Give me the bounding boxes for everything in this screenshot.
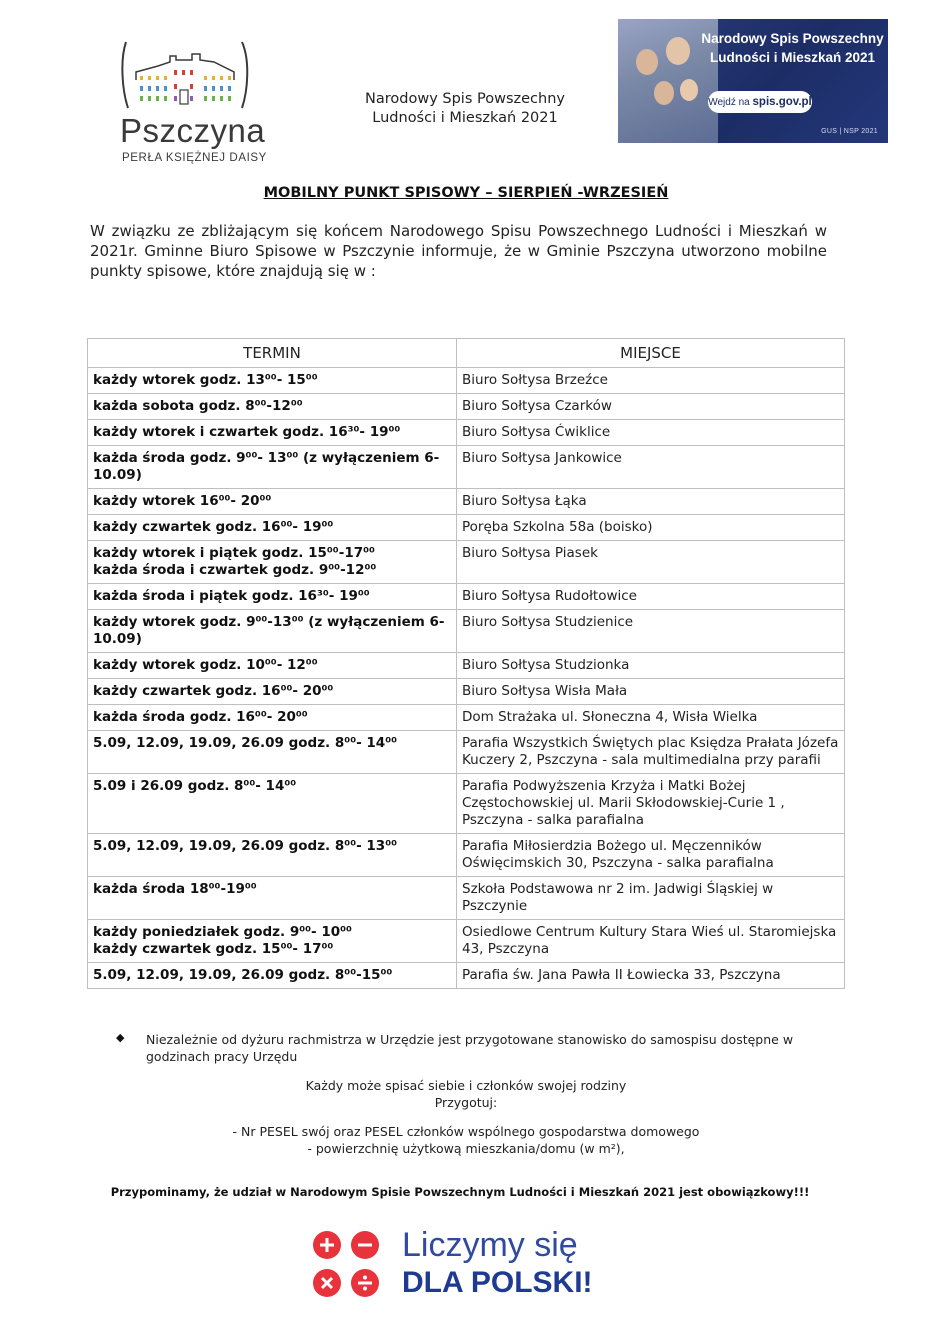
- termin-cell: [88, 515, 457, 541]
- termin-text: każdy wtorek godz. 9⁰⁰-13⁰⁰ (z wyłączeniem 6-10.09): [93, 614, 445, 647]
- termin-text: każdy poniedziałek godz. 9⁰⁰- 10⁰⁰: [93, 924, 352, 940]
- footer-slogan-line1: Liczymy się: [402, 1226, 578, 1264]
- table-row: [88, 368, 845, 394]
- mandatory-reminder: Przypominamy, że udział w Narodowym Spisie Powszechnym Ludności i Mieszkań 2021 jest obowiązkowy!!!: [110, 1185, 810, 1199]
- table-row: [88, 610, 845, 653]
- miejsce-cell: Biuro Sołtysa Brzeźce: [457, 368, 845, 394]
- miejsce-cell: Parafia Miłosierdzia Bożego ul. Męczenników Oświęcimskich 30, Pszczyna - salka parafialna: [457, 834, 845, 877]
- table-row: [88, 774, 845, 834]
- termin-cell: [88, 368, 457, 394]
- banner-title: [700, 29, 885, 67]
- table-row: [88, 920, 845, 963]
- miejsce-cell: Parafia Podwyższenia Krzyża i Matki Bożej Częstochowskiej ul. Marii Skłodowskiej-Curie 1 , Pszczyna - salka parafialna: [457, 774, 845, 834]
- table-row: [88, 584, 845, 610]
- miejsce-cell: Biuro Sołtysa Rudołtowice: [457, 584, 845, 610]
- termin-text: każdy wtorek 16⁰⁰- 20⁰⁰: [93, 493, 272, 509]
- table-row: [88, 420, 845, 446]
- miejsce-cell: Biuro Sołtysa Ćwiklice: [457, 420, 845, 446]
- logo-tagline: PERŁA KSIĘŻNEJ DAISY: [122, 152, 267, 164]
- table-row: [88, 731, 845, 774]
- banner-button-prefix: Wejdź na: [708, 97, 750, 108]
- table-row: [88, 963, 845, 989]
- prepare-block: [0, 1078, 932, 1111]
- miejsce-cell: Biuro Sołtysa Studzionka: [457, 653, 845, 679]
- miejsce-cell: Biuro Sołtysa Jankowice: [457, 446, 845, 489]
- miejsce-cell: Biuro Sołtysa Piasek: [457, 541, 845, 584]
- intro-paragraph: W związku ze zbliżającym się końcem Narodowego Spisu Powszechnego Ludności i Mieszkań w 2021r. Gminne Biuro Spisowe w Pszczynie informuje, że w Gminie Pszczyna utworzono mobilne punkty spisowe, które znajdują się w :: [90, 222, 827, 280]
- termin-cell: [88, 920, 457, 963]
- termin-text: każdy wtorek godz. 10⁰⁰- 12⁰⁰: [93, 657, 318, 673]
- census-header-line2: Ludności i Mieszkań 2021: [372, 110, 558, 126]
- prepare-line: Przygotuj:: [434, 1094, 498, 1110]
- miejsce-cell: Dom Strażaka ul. Słoneczna 4, Wisła Wielka: [457, 705, 845, 731]
- miejsce-cell: Biuro Sołtysa Wisła Mała: [457, 679, 845, 705]
- table-row: [88, 679, 845, 705]
- banner-button-site: spis.gov.pl: [752, 96, 812, 108]
- termin-cell: [88, 584, 457, 610]
- miejsce-cell: Biuro Sołtysa Czarków: [457, 394, 845, 420]
- miejsce-cell: Parafia Wszystkich Świętych plac Księdza Prałata Józefa Kuczery 2, Pszczyna - sala multimedialna przy parafii: [457, 731, 845, 774]
- termin-text: każda środa i piątek godz. 16³⁰- 19⁰⁰: [93, 588, 370, 604]
- termin-text: każdy czwartek godz. 15⁰⁰- 17⁰⁰: [93, 941, 334, 957]
- table-row: [88, 834, 845, 877]
- prepare-item-area: - powierzchnię użytkową mieszkania/domu (w m²),: [307, 1140, 625, 1156]
- prepare-list: [0, 1124, 932, 1157]
- table-row: [88, 653, 845, 679]
- termin-cell: [88, 653, 457, 679]
- self-census-note: Niezależnie od dyżuru rachmistrza w Urzędzie jest przygotowane stanowisko do samospisu dostępne w godzinach pracy Urzędu: [146, 1032, 794, 1064]
- termin-text: 5.09, 12.09, 19.09, 26.09 godz. 8⁰⁰- 14⁰⁰: [93, 735, 398, 751]
- termin-cell: [88, 446, 457, 489]
- termin-text: każdy czwartek godz. 16⁰⁰- 19⁰⁰: [93, 519, 334, 535]
- census-header-line1: Narodowy Spis Powszechny: [365, 91, 565, 107]
- census-header: [330, 90, 600, 128]
- termin-text: każdy wtorek i piątek godz. 15⁰⁰-17⁰⁰: [93, 545, 375, 561]
- table-row: [88, 877, 845, 920]
- banner-footer: GUS | NSP 2021: [821, 128, 878, 135]
- pszczyna-logo: [118, 40, 267, 170]
- banner-link-button[interactable]: [708, 91, 812, 113]
- miejsce-cell: Osiedlowe Centrum Kultury Stara Wieś ul. Staromiejska 43, Pszczyna: [457, 920, 845, 963]
- termin-text: każda środa godz. 16⁰⁰- 20⁰⁰: [93, 709, 308, 725]
- table-header-row: [88, 339, 845, 368]
- banner-title-line1: Narodowy Spis Powszechny: [701, 31, 884, 46]
- termin-text: każdy wtorek i czwartek godz. 16³⁰- 19⁰⁰: [93, 424, 401, 440]
- miejsce-cell: Parafia św. Jana Pawła II Łowiecka 33, Pszczyna: [457, 963, 845, 989]
- table-row: [88, 446, 845, 489]
- termin-text: każdy wtorek godz. 13⁰⁰- 15⁰⁰: [93, 372, 318, 388]
- footer-slogan-line2: DLA POLSKI!: [402, 1266, 593, 1299]
- miejsce-cell: Szkoła Podstawowa nr 2 im. Jadwigi Śląskiej w Pszczynie: [457, 877, 845, 920]
- termin-cell: [88, 541, 457, 584]
- termin-cell: [88, 705, 457, 731]
- census-banner: [618, 19, 888, 143]
- termin-cell: [88, 394, 457, 420]
- miejsce-cell: Poręba Szkolna 58a (boisko): [457, 515, 845, 541]
- column-header-miejsce: MIEJSCE: [457, 339, 845, 368]
- diamond-bullet-icon: ◆: [116, 1031, 125, 1044]
- table-body: [88, 368, 845, 989]
- divide-icon: [350, 1268, 380, 1298]
- miejsce-cell: Biuro Sołtysa Studzienice: [457, 610, 845, 653]
- termin-text: każdy czwartek godz. 16⁰⁰- 20⁰⁰: [93, 683, 334, 699]
- table-row: [88, 394, 845, 420]
- termin-text: każda środa 18⁰⁰-19⁰⁰: [93, 881, 257, 897]
- termin-text: każda sobota godz. 8⁰⁰-12⁰⁰: [93, 398, 303, 414]
- termin-text: 5.09 i 26.09 godz. 8⁰⁰- 14⁰⁰: [93, 778, 297, 794]
- termin-text: 5.09, 12.09, 19.09, 26.09 godz. 8⁰⁰-15⁰⁰: [93, 967, 393, 983]
- multiply-icon: [312, 1268, 342, 1298]
- termin-text: każda środa i czwartek godz. 9⁰⁰-12⁰⁰: [93, 562, 377, 578]
- table-row: [88, 515, 845, 541]
- miejsce-cell: Biuro Sołtysa Łąka: [457, 489, 845, 515]
- column-header-termin: TERMIN: [88, 339, 457, 368]
- logo-name: Pszczyna: [120, 112, 266, 149]
- termin-text: 5.09, 12.09, 19.09, 26.09 godz. 8⁰⁰- 13⁰⁰: [93, 838, 398, 854]
- table-row: [88, 705, 845, 731]
- page-title: MOBILNY PUNKT SPISOWY – SIERPIEŃ -WRZESIEŃ: [263, 185, 669, 201]
- termin-cell: [88, 731, 457, 774]
- termin-cell: [88, 489, 457, 515]
- minus-icon: [350, 1230, 380, 1260]
- schedule-table: [87, 338, 845, 989]
- termin-cell: [88, 877, 457, 920]
- liczymy-sie-logo: [312, 1226, 612, 1306]
- castle-icon: [118, 40, 258, 112]
- termin-cell: [88, 420, 457, 446]
- everyone-line: Każdy może spisać siebie i członków swojej rodziny: [305, 1078, 627, 1093]
- termin-cell: [88, 834, 457, 877]
- termin-cell: [88, 774, 457, 834]
- termin-cell: [88, 610, 457, 653]
- plus-icon: [312, 1230, 342, 1260]
- table-row: [88, 489, 845, 515]
- banner-title-line2: Ludności i Mieszkań 2021: [709, 50, 876, 65]
- table-row: [88, 541, 845, 584]
- termin-cell: [88, 963, 457, 989]
- termin-cell: [88, 679, 457, 705]
- termin-text: każda środa godz. 9⁰⁰- 13⁰⁰ (z wyłączeniem 6-10.09): [93, 450, 440, 483]
- prepare-item-pesel: - Nr PESEL swój oraz PESEL członków wspólnego gospodarstwa domowego: [232, 1124, 700, 1139]
